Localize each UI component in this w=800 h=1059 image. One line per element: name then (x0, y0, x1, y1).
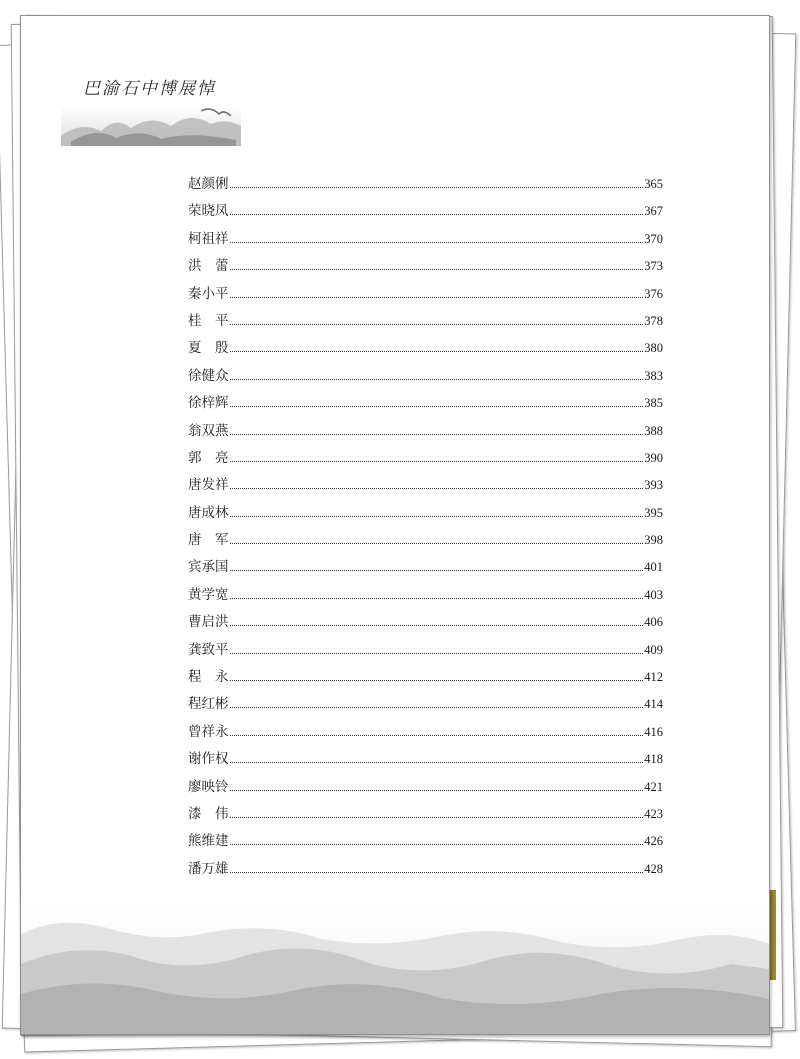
toc-entry-page-number: 380 (644, 341, 663, 356)
toc-leader-dots (230, 405, 644, 407)
toc-entry-name: 程红彬 (188, 696, 229, 713)
toc-entry[interactable] (188, 665, 663, 692)
toc-entry-page-number: 421 (644, 779, 663, 794)
toc-leader-dots (230, 350, 644, 352)
toc-entry[interactable] (188, 419, 663, 446)
toc-entry[interactable] (188, 610, 663, 637)
toc-entry[interactable] (188, 336, 663, 363)
toc-entry-page-number: 373 (644, 259, 663, 274)
header-calligraphy-title: 巴渝石中博展悼 (83, 79, 216, 99)
toc-entry-name: 黄学宽 (188, 586, 229, 603)
toc-entry[interactable] (188, 282, 663, 309)
toc-leader-dots (230, 624, 644, 626)
toc-entry[interactable] (188, 172, 663, 199)
toc-entry[interactable] (188, 829, 663, 856)
toc-entry[interactable] (188, 802, 663, 829)
toc-entry-name: 郭 亮 (188, 449, 229, 466)
toc-entry-page-number: 428 (644, 861, 663, 876)
toc-entry[interactable] (188, 227, 663, 254)
toc-entry-name: 熊维建 (188, 833, 229, 850)
toc-entry[interactable] (188, 555, 663, 582)
toc-entry-page-number: 414 (644, 697, 663, 712)
toc-entry-page-number: 370 (644, 231, 663, 246)
toc-leader-dots (230, 296, 644, 298)
toc-entry[interactable] (188, 254, 663, 281)
toc-entry-name: 赵颜俐 (188, 176, 229, 192)
toc-entry-page-number: 406 (644, 615, 663, 630)
document-page (20, 15, 770, 1035)
toc-entry-page-number: 385 (644, 396, 663, 411)
toc-entry-page-number: 395 (644, 505, 663, 520)
toc-entry[interactable] (188, 638, 663, 665)
toc-entry-name: 桂 平 (188, 312, 229, 329)
toc-entry[interactable] (188, 692, 663, 719)
toc-leader-dots (230, 761, 644, 763)
toc-leader-dots (230, 186, 644, 188)
toc-entry[interactable] (188, 720, 663, 747)
toc-leader-dots (230, 706, 644, 708)
toc-entry-name: 柯祖祥 (188, 230, 229, 247)
toc-leader-dots (230, 789, 644, 791)
toc-leader-dots (230, 734, 644, 736)
toc-entry-page-number: 416 (644, 724, 663, 739)
toc-entry-page-number: 418 (644, 752, 663, 767)
toc-leader-dots (230, 268, 644, 270)
toc-entry[interactable] (188, 501, 663, 528)
toc-entry-name: 唐发祥 (188, 477, 229, 494)
footer-mountain-illustration (21, 894, 769, 1034)
toc-entry-name: 唐成林 (188, 504, 229, 521)
toc-entry-page-number: 376 (644, 286, 663, 301)
toc-entry-name: 宾承国 (188, 559, 229, 576)
toc-entry[interactable] (188, 473, 663, 500)
toc-leader-dots (230, 213, 644, 215)
toc-entry-name: 秦小平 (188, 285, 229, 302)
toc-entry-page-number: 412 (644, 670, 663, 685)
toc-entry-page-number: 365 (644, 177, 663, 191)
toc-entry-name: 漆 伟 (188, 805, 229, 822)
toc-entry-name: 廖映铃 (188, 778, 229, 795)
toc-entry-name: 曹启洪 (188, 614, 229, 631)
toc-entry-page-number: 367 (644, 204, 663, 219)
toc-entry-name: 谢作权 (188, 751, 229, 768)
toc-entry-name: 翁双燕 (188, 422, 229, 439)
toc-leader-dots (230, 843, 644, 845)
table-of-contents (188, 172, 663, 884)
toc-entry[interactable] (188, 857, 663, 884)
toc-leader-dots (230, 679, 644, 681)
toc-entry-page-number: 401 (644, 560, 663, 575)
toc-leader-dots (230, 378, 644, 380)
toc-entry-name: 洪 蕾 (188, 258, 229, 275)
toc-entry-name: 龚致平 (188, 641, 229, 658)
toc-entry-page-number: 383 (644, 368, 663, 383)
toc-entry-page-number: 398 (644, 533, 663, 548)
toc-entry-name: 徐健众 (188, 367, 229, 384)
toc-entry[interactable] (188, 391, 663, 418)
toc-entry-page-number: 390 (644, 450, 663, 465)
toc-leader-dots (230, 515, 644, 517)
toc-entry-name: 潘万雄 (188, 860, 229, 877)
toc-entry-name: 夏 殷 (188, 340, 229, 357)
toc-entry[interactable] (188, 364, 663, 391)
toc-leader-dots (230, 871, 644, 873)
toc-entry-page-number: 393 (644, 478, 663, 493)
toc-entry-page-number: 426 (644, 834, 663, 849)
toc-entry-name: 徐梓辉 (188, 395, 229, 412)
toc-leader-dots (230, 433, 644, 435)
toc-entry-name: 程 永 (188, 669, 229, 686)
toc-entry-page-number: 378 (644, 313, 663, 328)
toc-entry[interactable] (188, 775, 663, 802)
toc-entry[interactable] (188, 583, 663, 610)
toc-entry-page-number: 423 (644, 806, 663, 821)
toc-entry[interactable] (188, 528, 663, 555)
toc-leader-dots (230, 487, 644, 489)
toc-entry-name: 荣晓凤 (188, 203, 229, 220)
toc-entry-page-number: 403 (644, 587, 663, 602)
toc-leader-dots (230, 460, 644, 462)
toc-leader-dots (230, 542, 644, 544)
toc-leader-dots (230, 597, 644, 599)
toc-entry[interactable] (188, 199, 663, 226)
toc-leader-dots (230, 652, 644, 654)
toc-leader-dots (230, 241, 644, 243)
toc-leader-dots (230, 816, 644, 818)
toc-entry-name: 唐 军 (188, 532, 229, 549)
toc-entry-page-number: 409 (644, 642, 663, 657)
toc-leader-dots (230, 569, 644, 571)
toc-entry[interactable] (188, 446, 663, 473)
toc-entry[interactable] (188, 747, 663, 774)
toc-leader-dots (230, 323, 644, 325)
toc-entry-name: 曾祥永 (188, 723, 229, 740)
toc-entry[interactable] (188, 309, 663, 336)
toc-entry-page-number: 388 (644, 423, 663, 438)
